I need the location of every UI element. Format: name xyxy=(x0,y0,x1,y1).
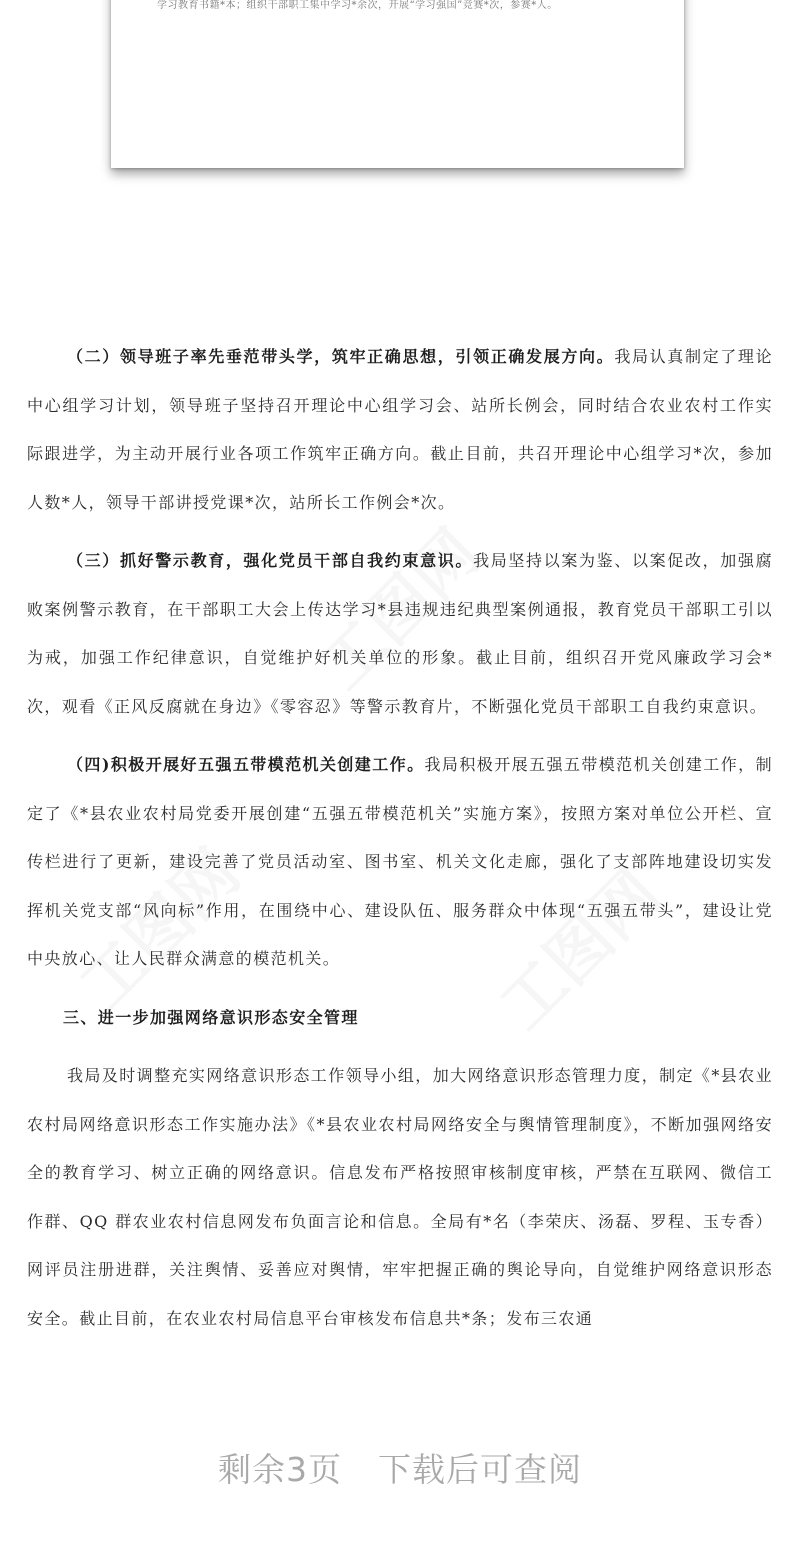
section-three-lead: （三）抓好警示教育，强化党员干部自我约束意识。 xyxy=(67,551,474,570)
document-body xyxy=(27,333,773,1353)
section-four-lead: （四)积极开展好五强五带模范机关创建工作。 xyxy=(67,755,425,774)
section-four-body: 我局积极开展五强五带模范机关创建工作，制定了《*县农业农村局党委开展创建“五强五带模范机关”实施方案》，按照方案对单位公开栏、宣传栏进行了更新，建设完善了党员活动室、图书室、机关文化走廊，强化了支部阵地建设切实发挥机关党支部“风向标”作用，在围绕中心、建设队伍、服务群众中体现“五强五带头”，建设让党中央放心、让人民群众满意的模范机关。 xyxy=(27,755,773,968)
heading-network-security: 三、进一步加强网络意识形态安全管理 xyxy=(63,1007,359,1027)
section-two-lead: （二）领导班子率先垂范带头学，筑牢正确思想，引领正确发展方向。 xyxy=(67,347,615,366)
section-two-body: 我局认真制定了理论中心组学习计划，领导班子坚持召开理论中心组学习会、站所长例会，同时结合农业农村工作实际跟进学，为主动开展行业各项工作筑牢正确方向。截止目前，共召开理论中心组学习*次，参加人数*人，领导干部讲授党课*次，站所长工作例会*次。 xyxy=(27,347,773,512)
download-prompt[interactable] xyxy=(0,1444,800,1491)
download-to-view-text[interactable]: 下载后可查阅 xyxy=(378,1450,582,1489)
section-three-paragraph xyxy=(27,537,773,731)
preview-card-text: 学习教育书籍*本；组织干部职工集中学习*余次，开展“学习强国”竞赛*次，参赛*人。 xyxy=(157,0,558,11)
section-three-body: 我局坚持以案为鉴、以案促改，加强腐败案例警示教育，在干部职工大会上传达学习*县违规违纪典型案例通报，教育党员干部职工引以为戒，加强工作纪律意识，自觉维护好机关单位的形象。截止目前，组织召开党风廉政学习会*次，观看《正风反腐就在身边》《零容忍》等警示教育片，不断强化党员干部职工自我约束意识。 xyxy=(27,551,773,716)
remaining-pages-text[interactable]: 剩余3页 xyxy=(218,1450,342,1489)
section-two-paragraph xyxy=(27,333,773,527)
network-paragraph: 我局及时调整充实网络意识形态工作领导小组，加大网络意识形态管理力度，制定《*县农业农村局网络意识形态工作实施办法》《*县农业农村局网络安全与舆情管理制度》，不断加强网络安全的教育学习、树立正确的网络意识。信息发布严格按照审核制度审核，严禁在互联网、微信工作群、QQ 群农业农村信息网发布负面言论和信息。全局有*名（李荣庆、汤磊、罗程、玉专香）网评员注册进群，关注舆情、妥善应对舆情，牢牢把握正确的舆论导向，自觉维护网络意识形态安全。截止目前，在农业农村局信息平台审核发布信息共*条；发布三农通 xyxy=(27,1066,773,1328)
preview-page-card xyxy=(111,0,684,168)
section-four-paragraph xyxy=(27,741,773,984)
